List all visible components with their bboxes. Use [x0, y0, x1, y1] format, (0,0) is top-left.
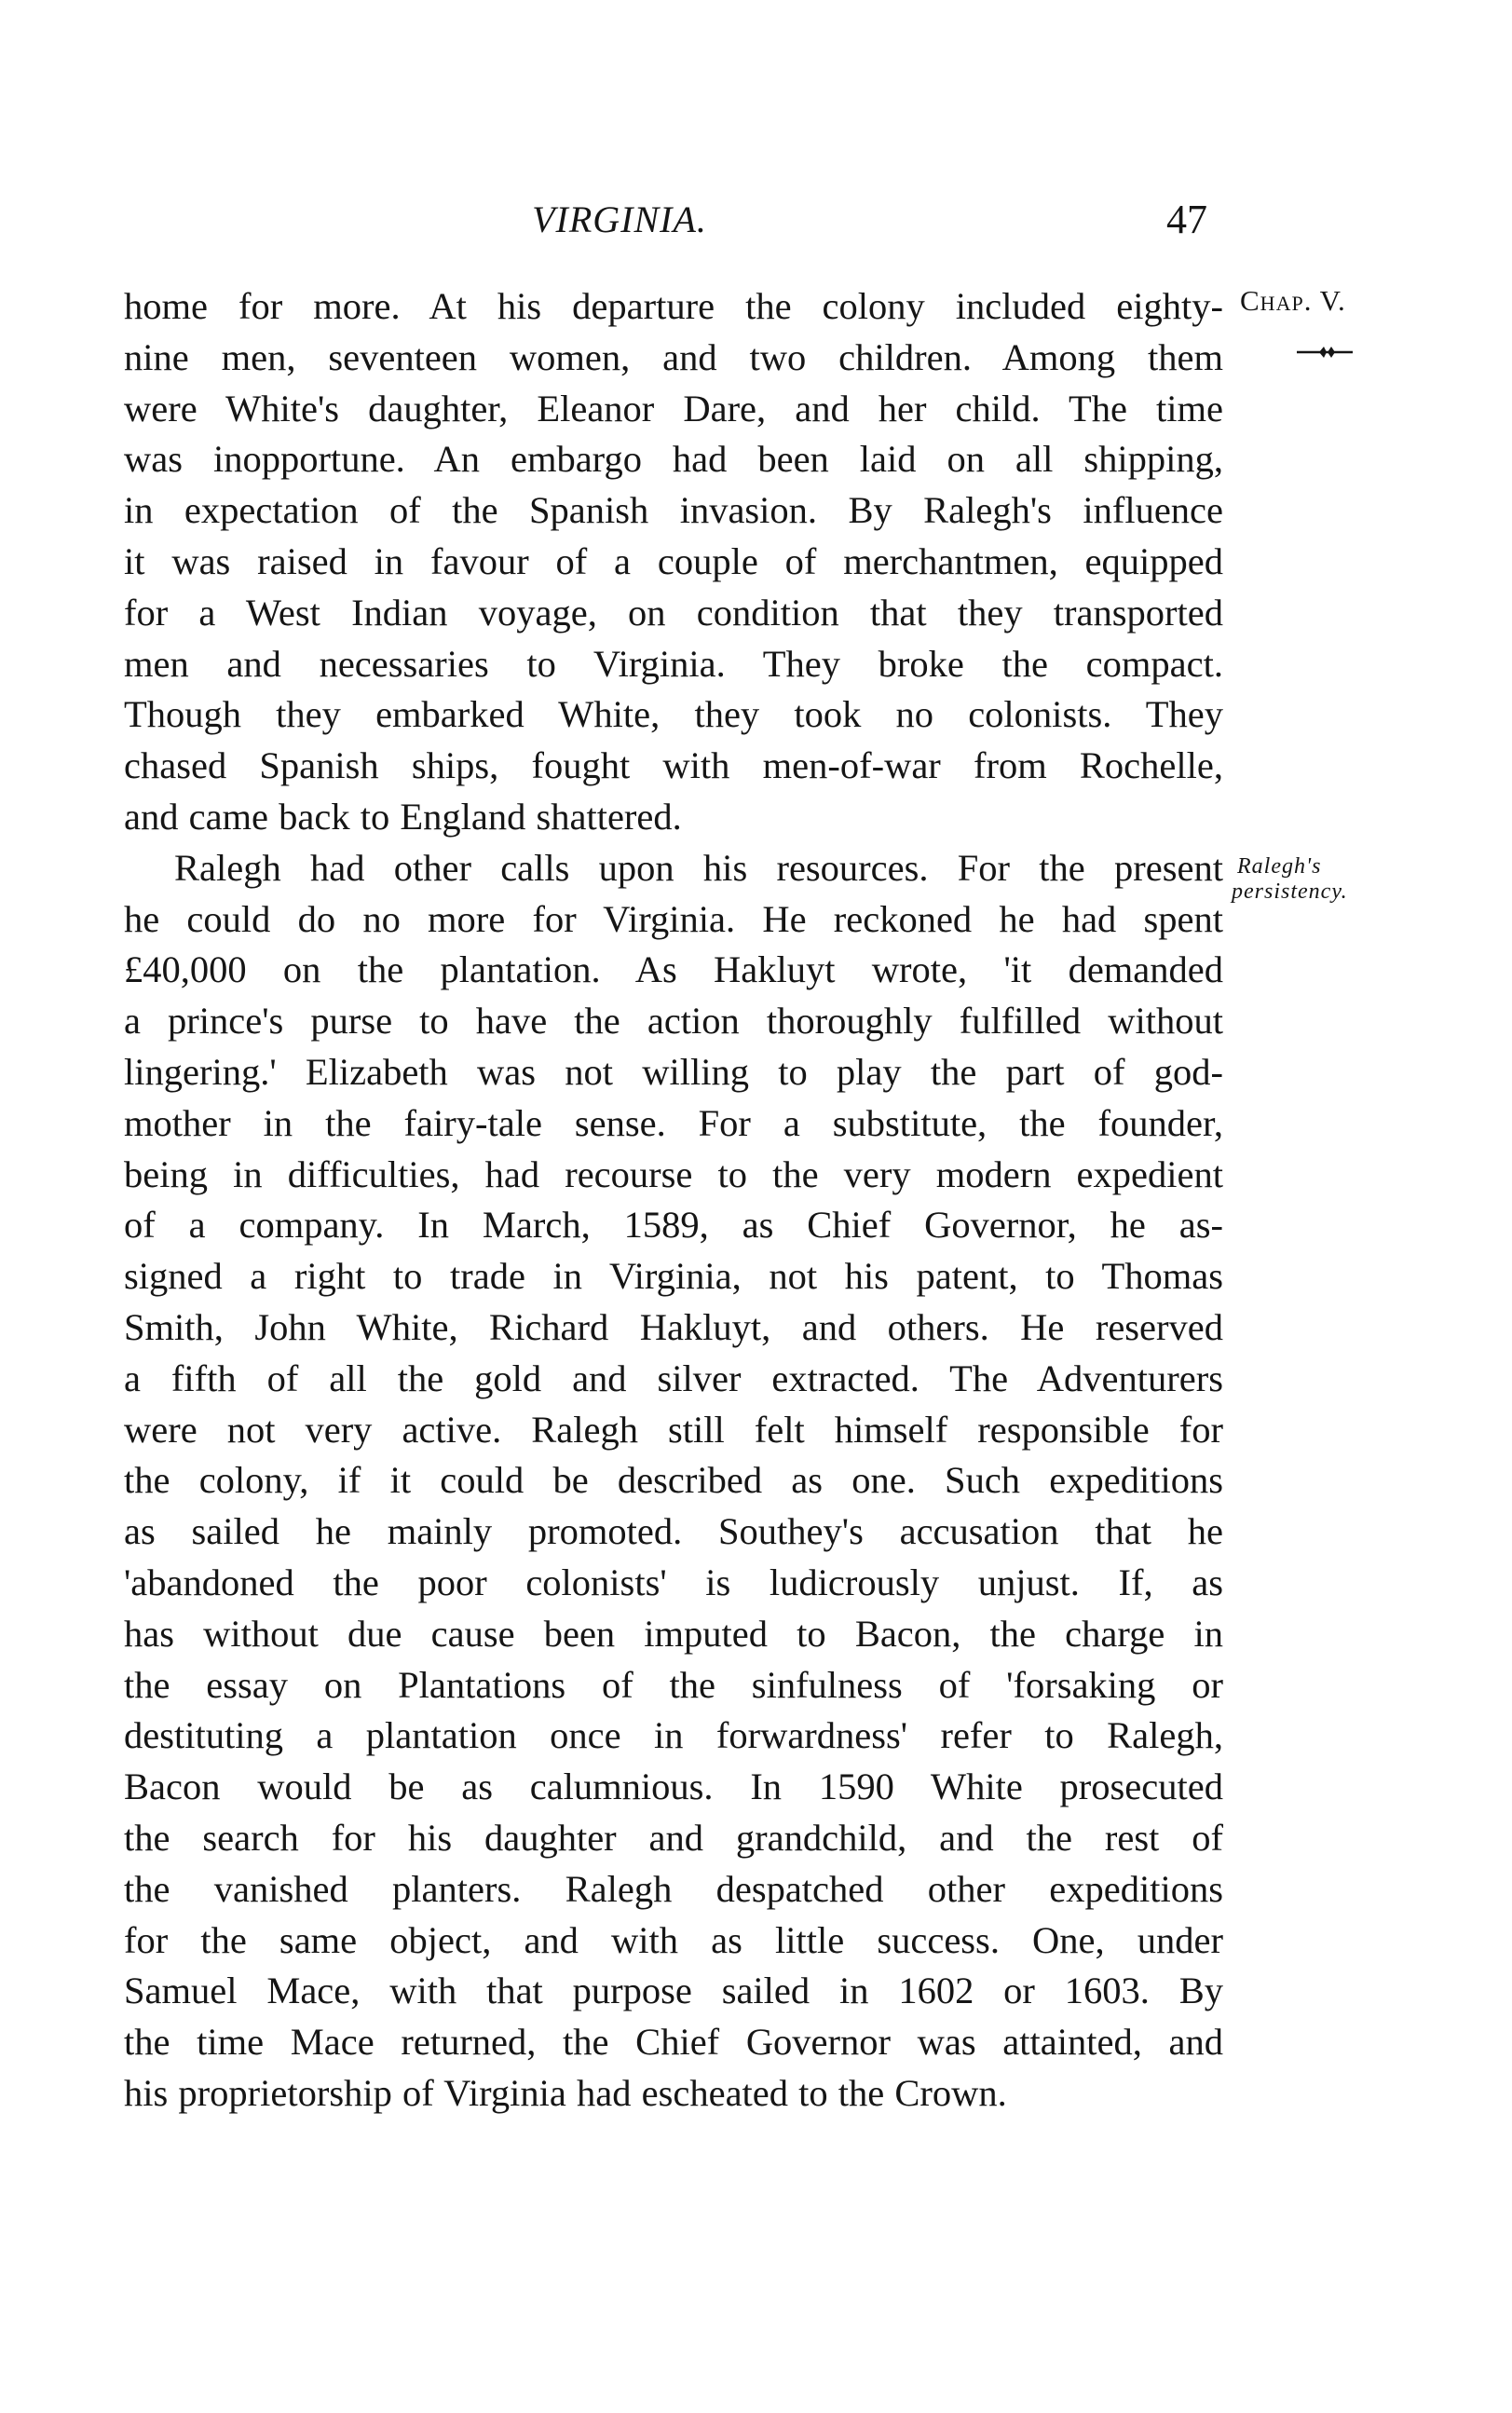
paragraph	[124, 281, 1223, 843]
text-line: were not very active. Ralegh still felt himself responsible for	[124, 1408, 1223, 1451]
text-line: Ralegh had other calls upon his resources. For the present	[174, 846, 1223, 889]
text-line: and came back to England shattered.	[124, 795, 682, 838]
margin-note-line: Ralegh's	[1237, 854, 1322, 879]
text-line: a fifth of all the gold and silver extracted. The Adventurers	[124, 1356, 1223, 1399]
text-line: the colony, if it could be described as one. Such expeditions	[124, 1459, 1223, 1502]
text-line: Smith, John White, Richard Hakluyt, and others. He reserved	[124, 1305, 1223, 1348]
text-line: the vanished planters. Ralegh despatched other expeditions	[124, 1867, 1223, 1910]
text-line: nine men, seventeen women, and two children. Among them	[124, 335, 1223, 378]
page-number: 47	[1166, 197, 1207, 242]
text-line: signed a right to trade in Virginia, not his patent, to Thomas	[124, 1255, 1223, 1298]
text-line: was inopportune. An embargo had been laid on all shipping,	[124, 438, 1223, 481]
text-line: a prince's purse to have the action thoroughly fulfilled without	[124, 1000, 1223, 1043]
text-line: his proprietorship of Virginia had escheated to the Crown.	[124, 2071, 1007, 2114]
text-line: mother in the fairy-tale sense. For a substitute, the founder,	[124, 1101, 1223, 1144]
text-line: being in difficulties, had recourse to the very modern expedient	[124, 1152, 1223, 1195]
text-line: £40,000 on the plantation. As Hakluyt wrote, 'it demanded	[124, 948, 1223, 991]
text-line: lingering.' Elizabeth was not willing to play the part of god-	[124, 1050, 1223, 1093]
ornament-divider-icon	[1295, 343, 1355, 361]
text-line: Though they embarked White, they took no colonists. They	[124, 693, 1223, 736]
text-line: the essay on Plantations of the sinfulness of 'forsaking or	[124, 1663, 1223, 1706]
margin-note-line: persistency.	[1232, 879, 1348, 904]
text-line: 'abandoned the poor colonists' is ludicrously unjust. If, as	[124, 1561, 1223, 1603]
text-line: men and necessaries to Virginia. They broke the compact.	[124, 642, 1223, 685]
text-line: were White's daughter, Eleanor Dare, and her child. The time	[124, 387, 1223, 429]
chapter-marker: Chap. V.	[1240, 284, 1346, 317]
text-line: home for more. At his departure the colony included eighty-	[124, 285, 1223, 327]
text-line: chased Spanish ships, fought with men-of-war from Rochelle,	[124, 744, 1223, 787]
body-text	[124, 281, 1223, 2120]
text-line: of a company. In March, 1589, as Chief Governor, he as-	[124, 1204, 1223, 1247]
text-line: in expectation of the Spanish invasion. By Ralegh's influence	[124, 489, 1223, 532]
running-title: VIRGINIA.	[532, 198, 707, 240]
paragraph	[124, 843, 1223, 2120]
text-line: the search for his daughter and grandchild, and the rest of	[124, 1816, 1223, 1859]
text-line: it was raised in favour of a couple of merchantmen, equipped	[124, 539, 1223, 582]
text-line: destituting a plantation once in forwardness' refer to Ralegh,	[124, 1714, 1223, 1757]
text-line: as sailed he mainly promoted. Southey's accusation that he	[124, 1510, 1223, 1553]
text-line: Bacon would be as calumnious. In 1590 White prosecuted	[124, 1765, 1223, 1808]
text-line: for a West Indian voyage, on condition that they transported	[124, 591, 1223, 634]
text-line: has without due cause been imputed to Bacon, the charge in	[124, 1612, 1223, 1655]
text-line: for the same object, and with as little success. One, under	[124, 1918, 1223, 1961]
text-line: he could do no more for Virginia. He reckoned he had spent	[124, 897, 1223, 940]
text-line: the time Mace returned, the Chief Governor was attainted, and	[124, 2021, 1223, 2064]
text-line: Samuel Mace, with that purpose sailed in 1602 or 1603. By	[124, 1970, 1223, 2012]
